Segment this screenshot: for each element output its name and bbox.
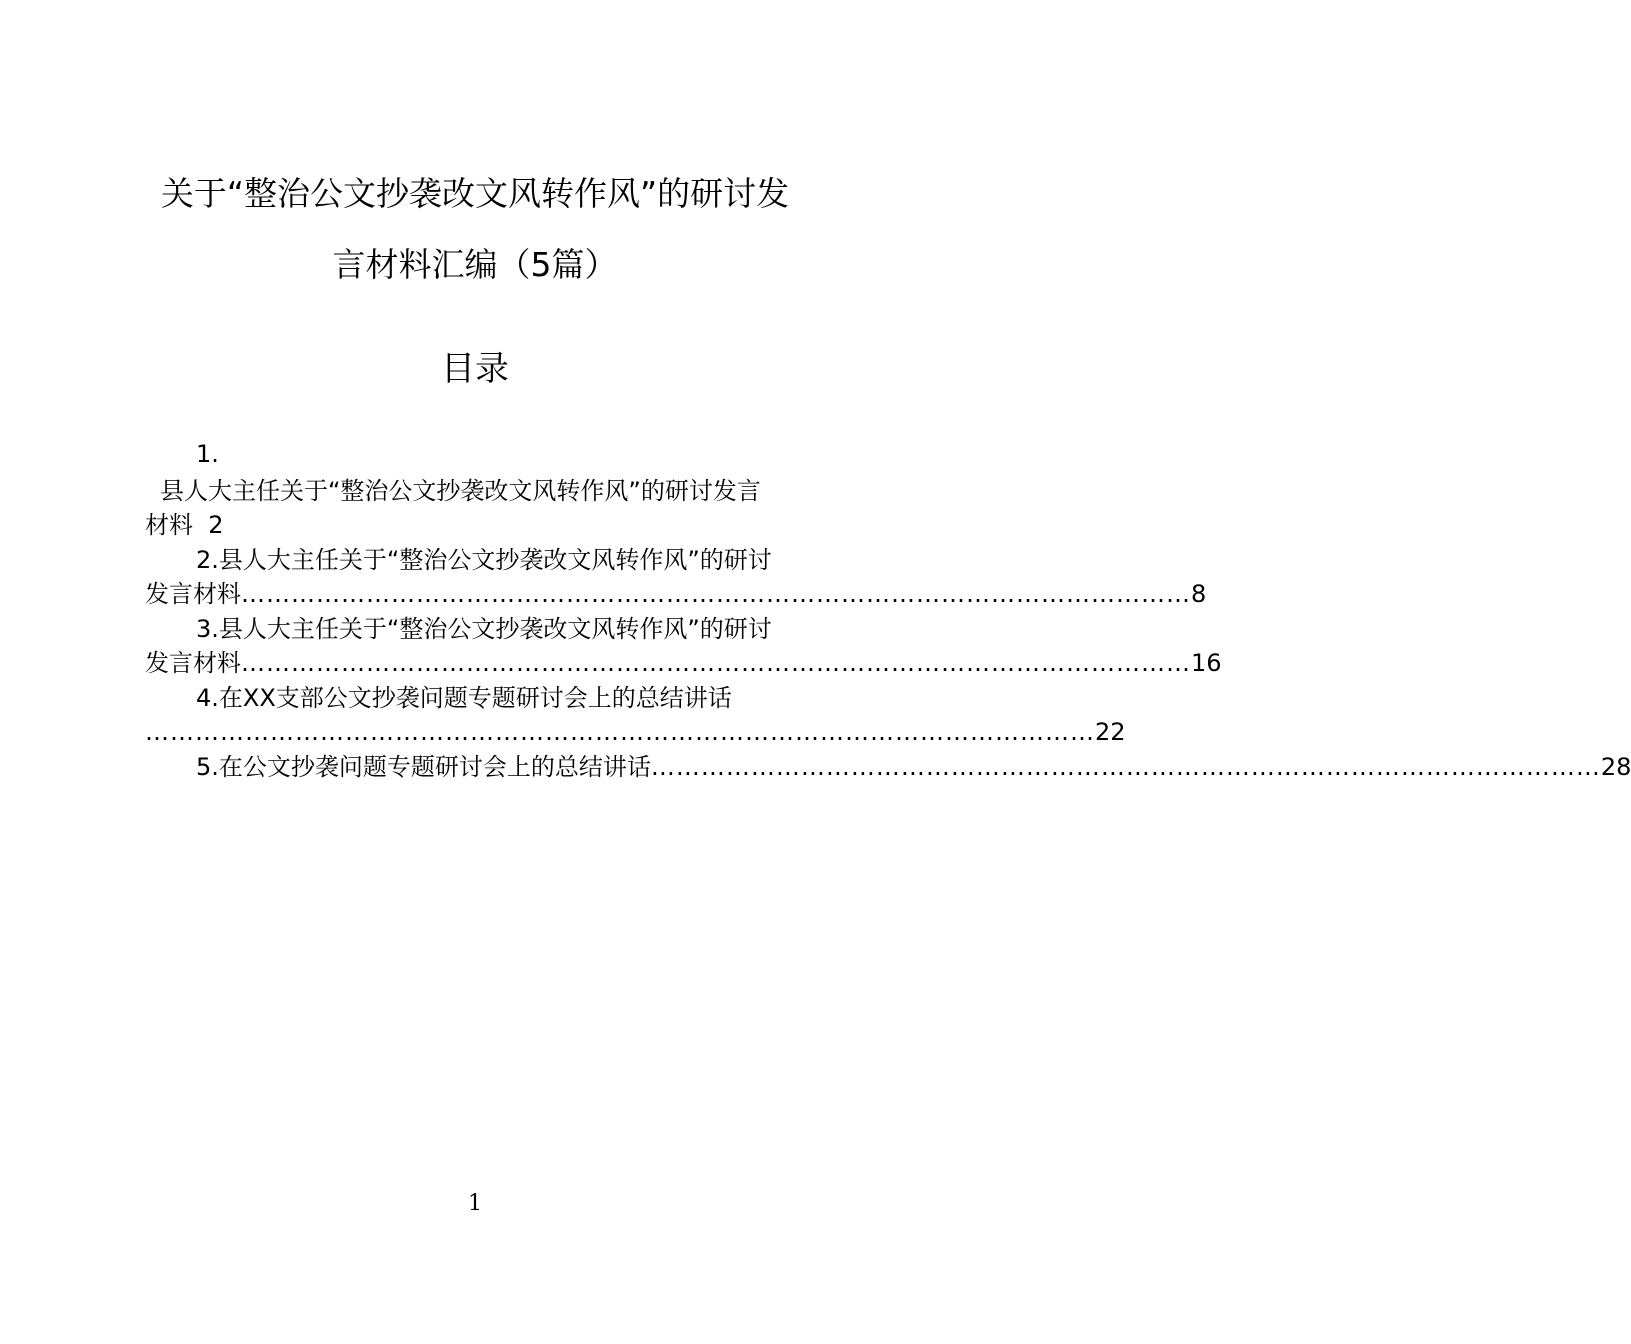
toc-entry-3-page: 16 — [1191, 649, 1222, 677]
toc-entry-1-title[interactable]: 县人大主任关于“整治公文抄袭改文风转作风”的研讨发言 — [160, 477, 761, 505]
toc-entry-3-title[interactable]: 3.县人大主任关于“整治公文抄袭改文风转作风”的研讨 — [196, 615, 772, 643]
toc-entry-4-title[interactable]: 4.在XX支部公文抄袭问题专题研讨会上的总结讲话 — [196, 684, 732, 712]
document-title-line-1: 关于“整治公文抄袭改文风转作风”的研讨发 — [160, 174, 790, 213]
toc-entry-1-number[interactable]: 1. — [196, 440, 219, 468]
toc-entry-2-title[interactable]: 2.县人大主任关于“整治公文抄袭改文风转作风”的研讨 — [196, 546, 772, 574]
toc-entry-2-page: 8 — [1191, 580, 1207, 608]
toc-entry-2-dot-leader: …………………………………………………………………………………………………… — [241, 580, 1191, 608]
toc-entry-4-page: 22 — [1095, 718, 1126, 746]
toc-entry-4-leader-line[interactable] — [145, 715, 1126, 749]
toc-entry-1-continuation[interactable] — [145, 508, 224, 542]
toc-entry-3-title-end: 发言材料 — [145, 649, 241, 677]
toc-entry-5-page: 28 — [1600, 753, 1631, 781]
document-title-line-2: 言材料汇编（5篇） — [332, 245, 618, 284]
toc-entry-1-title-end: 材料 — [145, 511, 193, 539]
toc-entry-4-dot-leader: …………………………………………………………………………………………………… — [145, 718, 1095, 746]
toc-entry-5-title: 5.在公文抄袭问题专题研讨会上的总结讲话 — [196, 753, 651, 781]
toc-entry-3-dot-leader: …………………………………………………………………………………………………… — [241, 649, 1191, 677]
toc-heading: 目录 — [441, 349, 509, 389]
toc-entry-1-page: 2 — [208, 511, 224, 539]
toc-entry-5-leader-line[interactable] — [196, 750, 1631, 784]
toc-entry-5-dot-leader: …………………………………………………………………………………………………… — [650, 753, 1601, 781]
toc-entry-2-leader-line[interactable] — [145, 577, 1207, 611]
page-number: 1 — [468, 1191, 482, 1216]
toc-entry-2-title-end: 发言材料 — [145, 580, 241, 608]
toc-entry-3-leader-line[interactable] — [145, 646, 1222, 680]
